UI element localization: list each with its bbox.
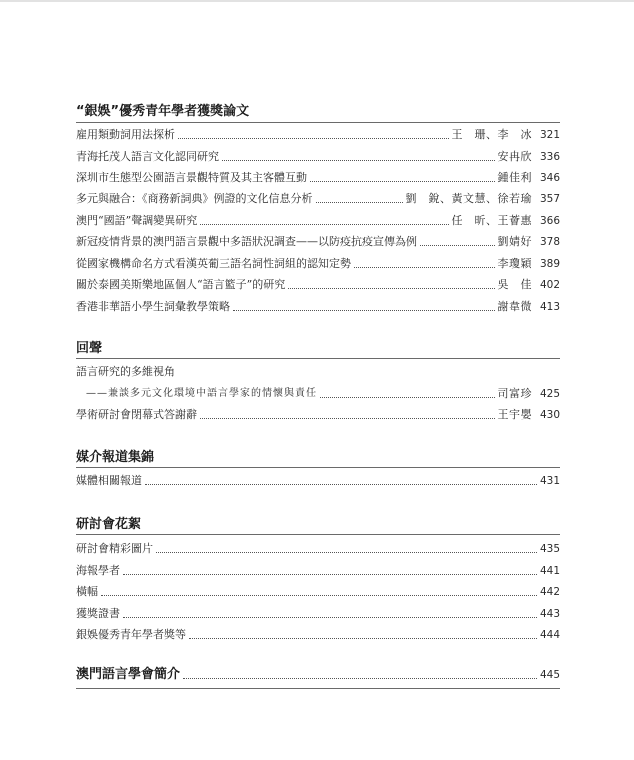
section-divider — [76, 122, 560, 123]
section-divider — [76, 467, 560, 468]
dot-leader — [101, 595, 537, 596]
entry-title: 研討會精彩圖片 — [76, 542, 153, 555]
dot-leader — [200, 418, 495, 419]
dot-leader — [178, 138, 449, 139]
entry-title: 多元與融合：《商務新詞典》例證的文化信息分析 — [76, 192, 313, 205]
toc-entry[interactable] — [76, 473, 560, 489]
entry-title: 新冠疫情背景的澳門語言景觀中多語狀況調查——以防疫抗疫宣傳為例 — [76, 235, 417, 248]
entry-title: 關於泰國美斯樂地區個人“語言籃子”的研究 — [76, 278, 286, 291]
entry-title: 媒體相關報道 — [76, 474, 142, 487]
toc-entry[interactable] — [76, 563, 560, 579]
section-title-award-papers: “銀娛”優秀青年學者獲獎論文 — [76, 104, 250, 119]
entry-page: 431 — [540, 475, 561, 487]
dot-leader — [233, 310, 495, 311]
toc-entry[interactable] — [76, 606, 560, 622]
entry-title: 海報學者 — [76, 564, 120, 577]
toc-entry[interactable] — [76, 407, 560, 423]
entry-title: 橫幅 — [76, 585, 98, 598]
entry-page: 430 — [540, 409, 561, 421]
dot-leader — [123, 574, 537, 575]
toc-entry-section-intro[interactable] — [76, 666, 560, 684]
toc-entry[interactable] — [76, 584, 560, 600]
entry-page: 378 — [540, 236, 561, 248]
entry-author: 劉 銳、黃文慧、徐若瑜 — [405, 192, 532, 205]
entry-author: 王宇嬰 — [497, 408, 532, 421]
entry-page: 413 — [540, 301, 561, 313]
entry-title: 從國家機構命名方式看漢英葡三語名詞性詞組的認知定勢 — [76, 257, 351, 270]
entry-author: 司富珍 — [497, 387, 532, 400]
entry-author: 任 昕、王薈惠 — [451, 214, 532, 227]
dot-leader — [145, 484, 537, 485]
entry-title-intro: 語言研究的多維視角 — [76, 365, 175, 378]
entry-title: 澳門“國語”聲調變異研究 — [76, 214, 198, 227]
entry-title: 銀娛優秀青年學者獎等 — [76, 628, 186, 641]
dot-leader — [420, 245, 495, 246]
toc-entry[interactable] — [76, 170, 560, 186]
toc-entry[interactable] — [76, 386, 560, 402]
entry-page: 442 — [540, 586, 561, 598]
dot-leader — [123, 617, 537, 618]
toc-entry[interactable] — [76, 277, 560, 293]
dot-leader — [354, 267, 495, 268]
entry-page: 445 — [540, 669, 561, 681]
entry-title: 學術研討會閉幕式答謝辭 — [76, 408, 197, 421]
entry-page: 336 — [540, 151, 561, 163]
dot-leader — [316, 202, 403, 203]
section-title-media: 媒介報道集錦 — [76, 450, 155, 465]
entry-author: 王 珊、李 冰 — [451, 128, 532, 141]
entry-title: 香港非華語小學生詞彙教學策略 — [76, 300, 230, 313]
dot-leader — [183, 678, 537, 679]
entry-subtitle: ——兼談多元文化環境中語言學家的情懷與責任 — [86, 388, 317, 399]
section-divider — [76, 534, 560, 535]
entry-page: 443 — [540, 608, 561, 620]
dot-leader — [200, 224, 448, 225]
section-title-highlights: 研討會花絮 — [76, 517, 142, 532]
entry-page: 402 — [540, 279, 561, 291]
entry-title: 雇用類動詞用法探析 — [76, 128, 175, 141]
toc-entry[interactable] — [76, 213, 560, 229]
dot-leader — [320, 397, 495, 398]
section-title-echo: 回聲 — [76, 341, 103, 356]
entry-page: 357 — [540, 193, 561, 205]
toc-entry[interactable] — [76, 299, 560, 315]
toc-entry[interactable] — [76, 256, 560, 272]
entry-author: 吳 佳 — [497, 278, 532, 291]
entry-title: 深圳市生態型公園語言景觀特質及其主客體互動 — [76, 171, 307, 184]
entry-page: 425 — [540, 388, 561, 400]
entry-author: 李瓊穎 — [497, 257, 532, 270]
entry-title: 青海托茂人語言文化認同研究 — [76, 150, 219, 163]
toc-entry[interactable] — [76, 127, 560, 143]
entry-page: 441 — [540, 565, 561, 577]
section-divider — [76, 358, 560, 359]
dot-leader — [156, 552, 537, 553]
toc-entry[interactable] — [76, 149, 560, 165]
toc-entry[interactable] — [76, 234, 560, 250]
entry-page: 389 — [540, 258, 561, 270]
dot-leader — [288, 288, 494, 289]
toc-entry[interactable] — [76, 627, 560, 643]
toc-entry[interactable] — [76, 191, 560, 207]
entry-page: 321 — [540, 129, 561, 141]
entry-author: 安冉欣 — [497, 150, 532, 163]
entry-page: 366 — [540, 215, 561, 227]
entry-author: 劉婧好 — [497, 235, 532, 248]
entry-page: 346 — [540, 172, 561, 184]
entry-author: 謝韋微 — [497, 300, 532, 313]
entry-title: 獲獎證書 — [76, 607, 120, 620]
section-title-society: 澳門語言學會簡介 — [76, 667, 181, 682]
dot-leader — [222, 160, 495, 161]
dot-leader — [310, 181, 495, 182]
entry-page: 435 — [540, 543, 561, 555]
top-divider — [0, 0, 634, 2]
section-divider — [76, 688, 560, 689]
entry-page: 444 — [540, 629, 561, 641]
toc-entry[interactable] — [76, 541, 560, 557]
dot-leader — [189, 638, 537, 639]
entry-author: 鍾佳利 — [497, 171, 532, 184]
